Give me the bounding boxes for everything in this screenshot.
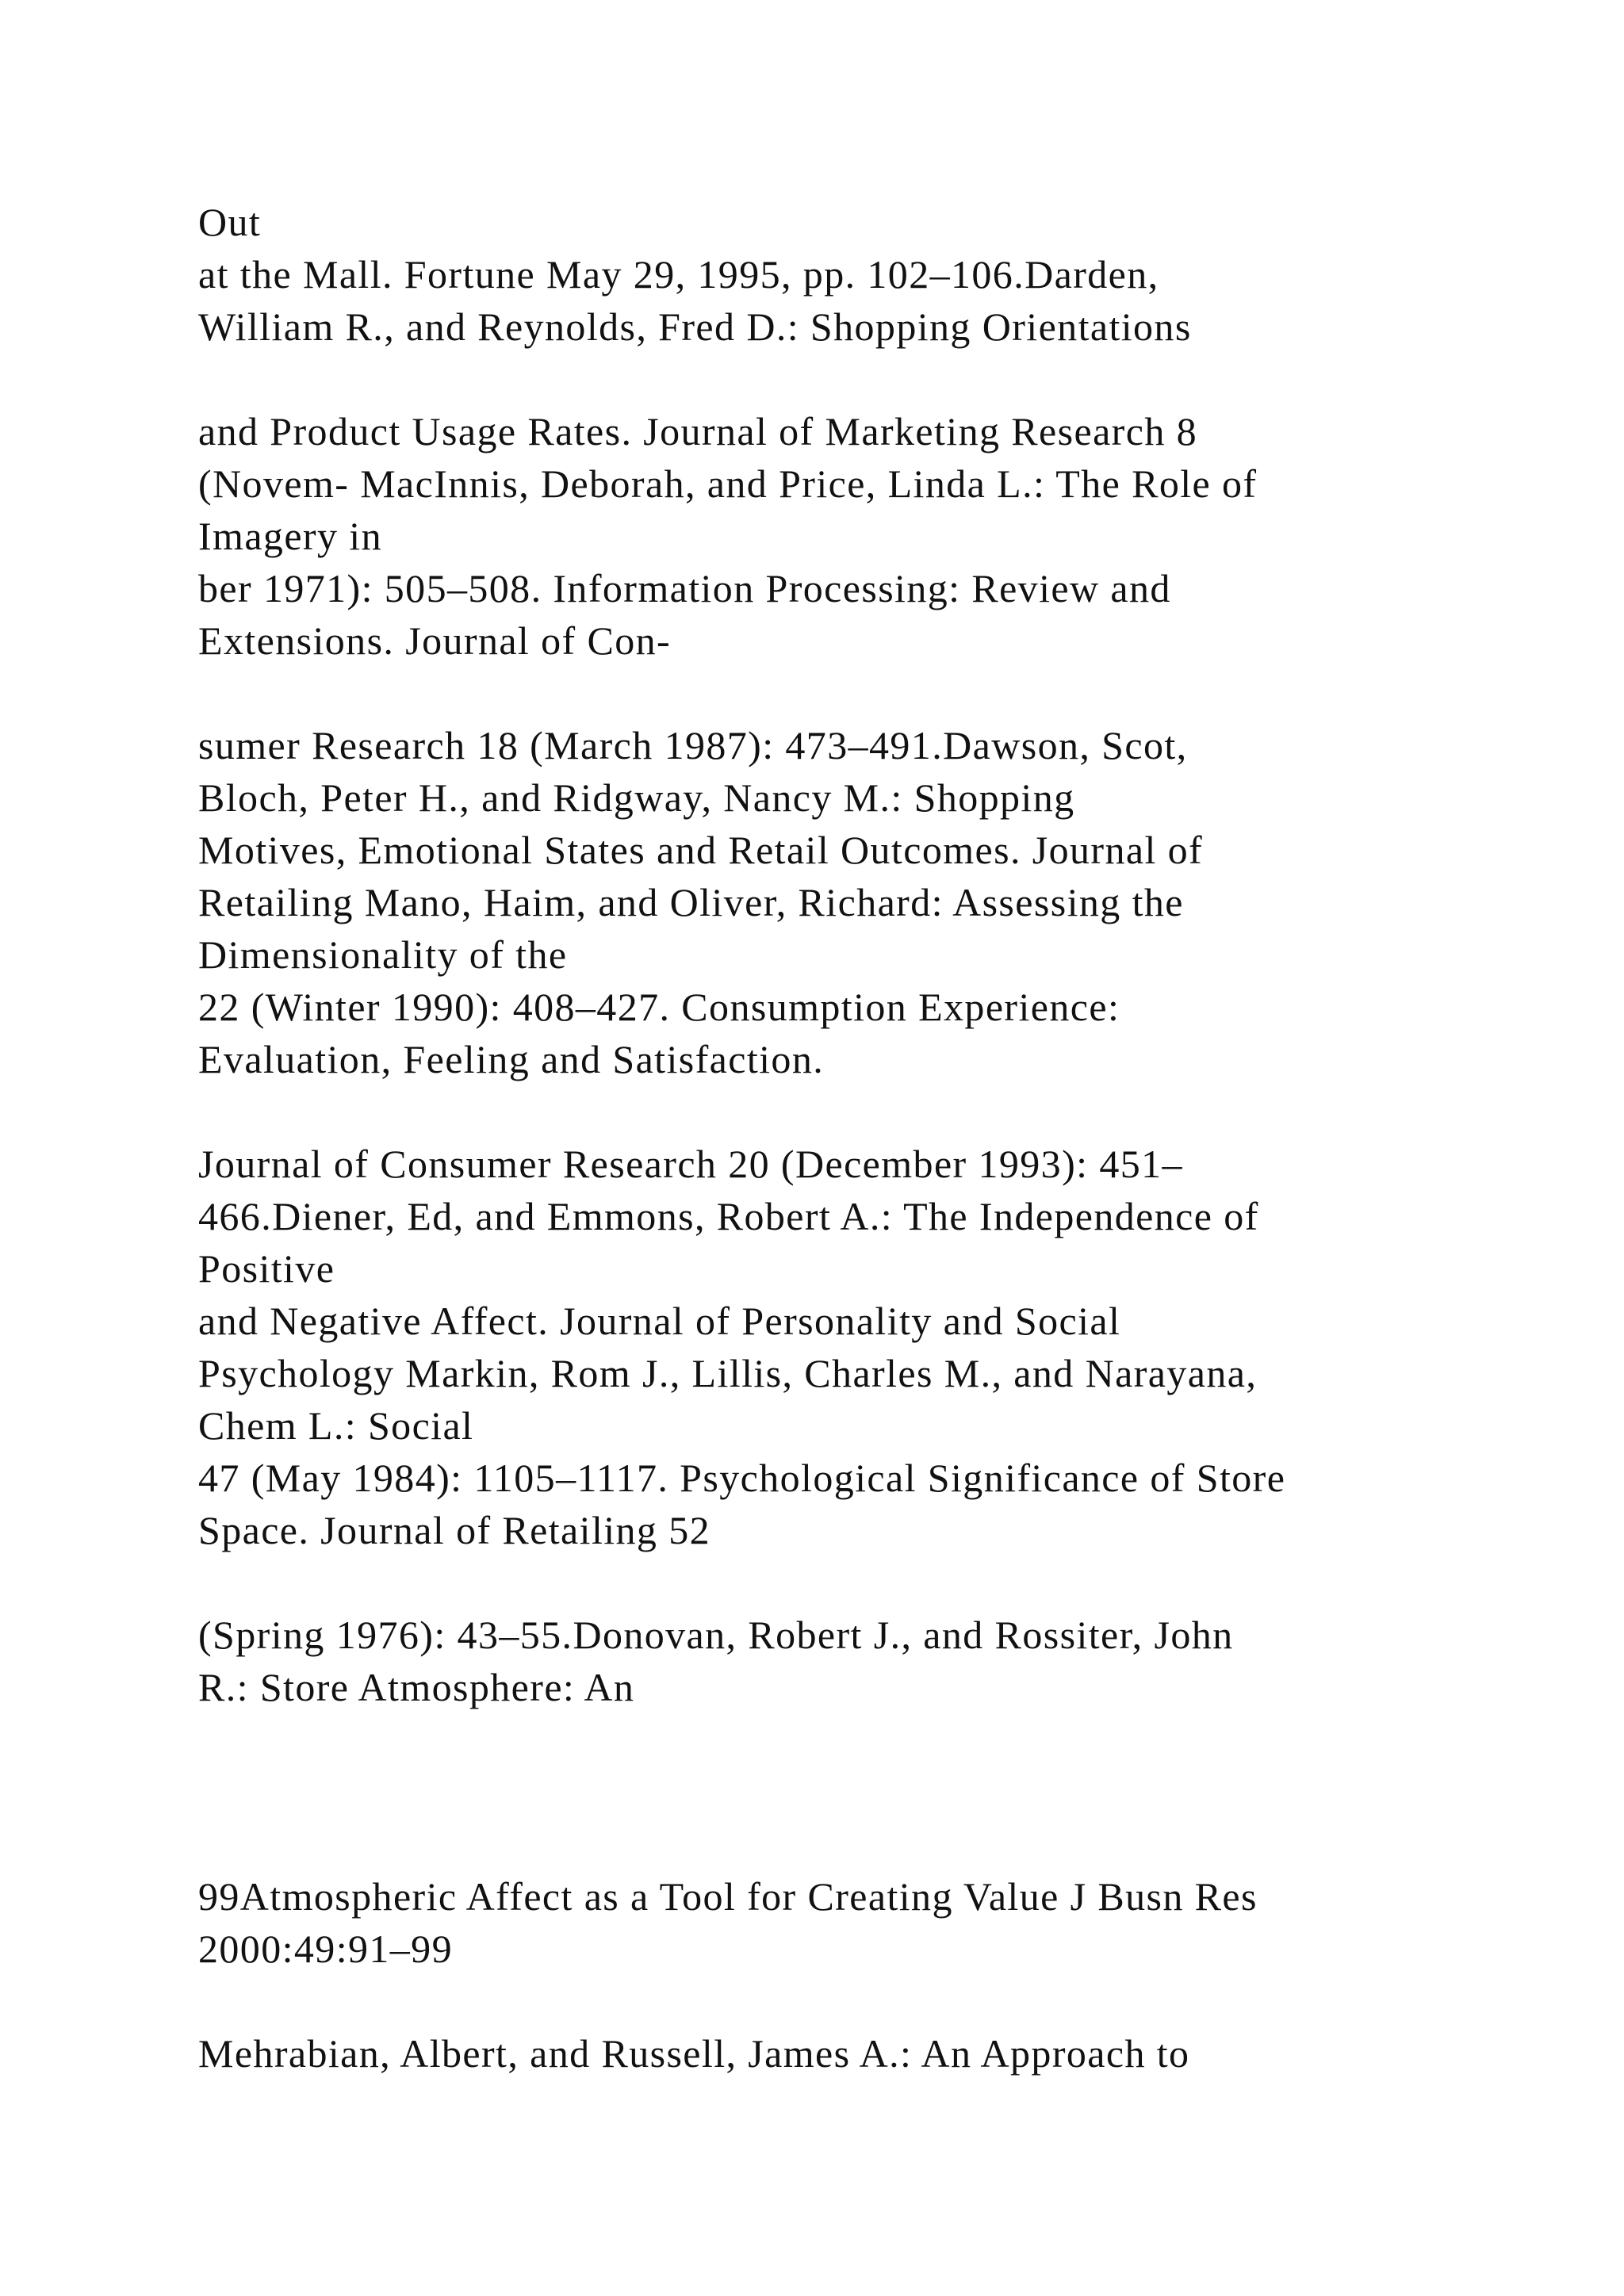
text-line: Psychology Markin, Rom J., Lillis, Charles M., and Narayana, xyxy=(198,1351,1258,1395)
text-line: Imagery in xyxy=(198,514,382,558)
text-line: 22 (Winter 1990): 408–427. Consumption Experience: xyxy=(198,985,1120,1029)
text-line: and Product Usage Rates. Journal of Marketing Research 8 xyxy=(198,409,1198,453)
text-line: 99Atmospheric Affect as a Tool for Creating Value J Busn Res xyxy=(198,1874,1258,1919)
text-line: (Spring 1976): 43–55.Donovan, Robert J., and Rossiter, John xyxy=(198,1613,1234,1657)
text-line: (Novem- MacInnis, Deborah, and Price, Linda L.: The Role of xyxy=(198,461,1258,506)
text-line: Extensions. Journal of Con- xyxy=(198,618,672,663)
text-line: 466.Diener, Ed, and Emmons, Robert A.: The Independence of xyxy=(198,1194,1259,1238)
text-line: Out xyxy=(198,200,262,244)
text-line: R.: Store Atmosphere: An xyxy=(198,1665,635,1709)
text-line: Dimensionality of the xyxy=(198,932,568,977)
text-line: William R., and Reynolds, Fred D.: Shopping Orientations xyxy=(198,304,1192,349)
text-line: ber 1971): 505–508. Information Processing: Review and xyxy=(198,566,1171,610)
text-line: Positive xyxy=(198,1246,335,1291)
text-line: Bloch, Peter H., and Ridgway, Nancy M.: Shopping xyxy=(198,775,1075,820)
text-line: sumer Research 18 (March 1987): 473–491.Dawson, Scot, xyxy=(198,723,1188,767)
text-line: Journal of Consumer Research 20 (December 1993): 451– xyxy=(198,1142,1183,1186)
text-line: 2000:49:91–99 xyxy=(198,1927,453,1971)
text-line: and Negative Affect. Journal of Personality and Social xyxy=(198,1299,1121,1343)
text-line: Motives, Emotional States and Retail Outcomes. Journal of xyxy=(198,828,1204,872)
text-line: at the Mall. Fortune May 29, 1995, pp. 102–106.Darden, xyxy=(198,252,1159,297)
text-line: Evaluation, Feeling and Satisfaction. xyxy=(198,1037,825,1081)
text-line: Chem L.: Social xyxy=(198,1403,474,1448)
text-line: Mehrabian, Albert, and Russell, James A.: An Approach to xyxy=(198,2031,1190,2076)
text-line: Space. Journal of Retailing 52 xyxy=(198,1508,711,1552)
text-line: Retailing Mano, Haim, and Oliver, Richard: Assessing the xyxy=(198,880,1184,924)
text-line: 47 (May 1984): 1105–1117. Psychological Significance of Store xyxy=(198,1456,1286,1500)
